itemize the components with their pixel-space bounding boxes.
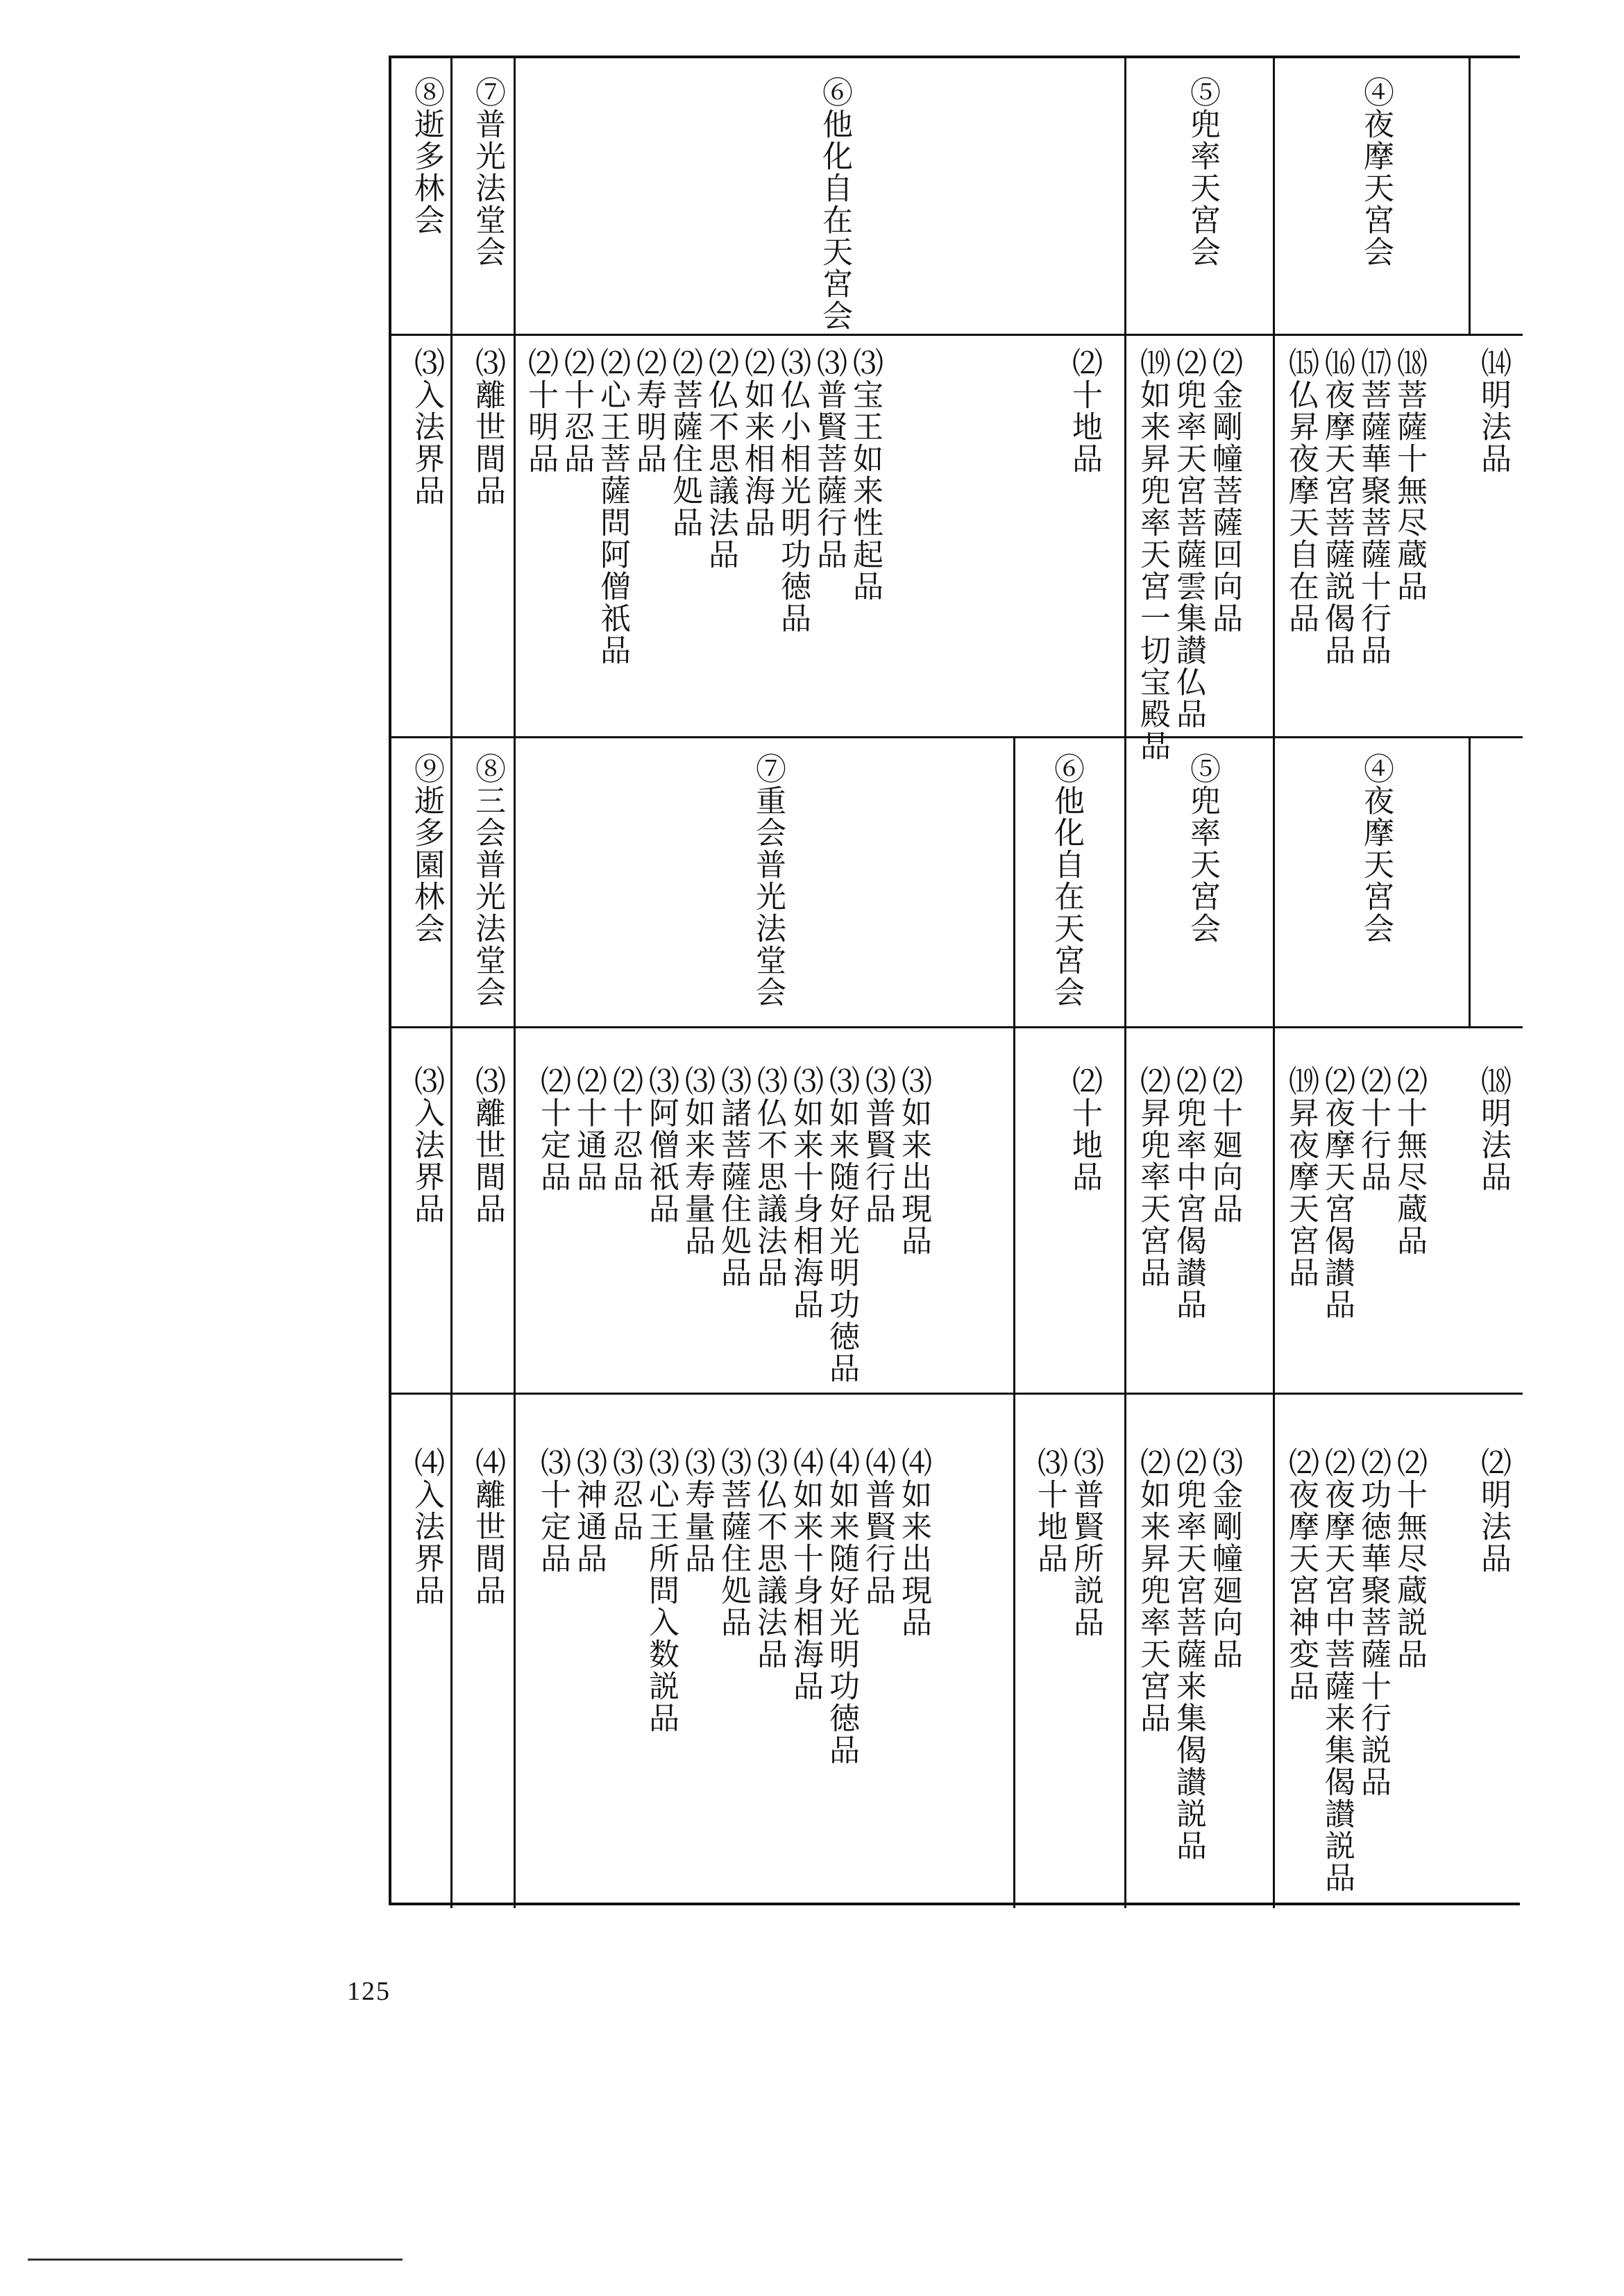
chapter-item: ⑶仏不思議法品 [752,1065,787,1289]
col-rule [1124,58,1126,736]
chapter-list [408,347,444,507]
assembly-header: ⑧三会普光法堂会 [470,753,505,1008]
chapter-item: ⑶仏不思議法品 [752,1447,787,1670]
col-rule [450,736,452,1393]
chapter-item: ⑵十明品 [523,347,558,475]
chapter-item: ⒄菩薩華聚菩薩十行品 [1355,347,1391,666]
chapter-item: ⑶普賢所説品 [1068,1447,1103,1638]
assembly-header: ⑦重会普光法堂会 [750,753,786,1008]
chapter-item: ⑵十地品 [1067,347,1102,475]
chapter-item: ⑵夜摩天宮中菩薩来集偈讃説品 [1319,1447,1355,1894]
chapter-item: ⑶入法界品 [409,347,444,507]
chapter-item: ⑵心王菩薩問阿僧祇品 [595,347,630,666]
chapter-item: ⒅明法品 [1475,1065,1511,1193]
chapter-item: ⑶仏小相光明功徳品 [775,347,811,634]
chapter-item: ⑵功徳華聚菩薩十行説品 [1355,1447,1391,1798]
chapter-list [1066,347,1102,475]
chapter-item: ⑵寿明品 [631,347,666,475]
col-rule [1013,1393,1015,1908]
col-rule [1013,736,1015,1393]
chapter-item: ⑵十忍品 [559,347,594,475]
assembly-header: ⑤兜率天宮会 [1185,76,1220,268]
chapter-item: ⑵兜率中宮偈讃品 [1171,1065,1206,1320]
chapter-item: ⑵夜摩天宮神変品 [1283,1447,1319,1702]
col-rule [1124,736,1126,1393]
chapter-item: ⑶十定品 [535,1447,570,1574]
chapter-item: ⒁明法品 [1475,347,1511,475]
chapter-item: ⑵十定品 [535,1065,570,1193]
chapter-item: ⑶寿量品 [679,1447,715,1574]
chapter-item: ⑵菩薩住処品 [667,347,702,538]
page-number: 125 [347,1977,391,2006]
chapter-item: ⑵兜率天宮菩薩来集偈讃説品 [1171,1447,1206,1862]
chapter-item: ⑶心王所問入数説品 [643,1447,679,1734]
chapter-item: ⑶十地品 [1032,1447,1067,1574]
chapter-list [408,1065,444,1225]
chapter-item: ⒃夜摩天宮菩薩説偈品 [1319,347,1355,666]
assembly-header: ⑧逝多林会 [409,76,444,236]
col-rule [1469,58,1471,334]
assembly-header: ⑨逝多園林会 [409,753,444,944]
chapter-item: ⑵金剛幢菩薩回向品 [1207,347,1242,634]
chapter-item: ⑵如来相海品 [739,347,775,538]
chapter-item: ⒆如来昇兜率天宮一切宝殿品 [1135,347,1170,762]
chapter-list [1131,1447,1242,1862]
col-rule [1469,736,1471,1026]
chapter-item: ⑵兜率天宮菩薩雲集讃仏品 [1171,347,1206,730]
chapter-item: ⑵夜摩天宮偈讃品 [1319,1065,1355,1320]
chapter-item: ⑶如来寿量品 [679,1065,715,1257]
col-rule [1273,1393,1275,1908]
chapter-item: ⑷如来随好光明功徳品 [824,1447,859,1766]
chapter-list [469,347,505,507]
col-rule [514,58,516,736]
row-rule [391,334,1523,336]
chapter-list [1475,1447,1511,1574]
chapter-item: ⒂仏昇夜摩天自在品 [1283,347,1319,634]
chapter-list [1131,347,1242,762]
chapter-list [529,1065,931,1384]
chapter-list [523,347,883,666]
chapter-item: ⑵昇兜率天宮品 [1135,1065,1170,1289]
footer-rule [28,2259,403,2261]
chapter-item: ⑷如来十身相海品 [788,1447,823,1702]
assembly-header: ④夜摩天宮会 [1358,753,1394,944]
chapter-item: ⒆昇夜摩天宮品 [1283,1065,1319,1289]
chapter-item: ⑶離世間品 [470,1065,505,1225]
chapter-item: ⑷如来出現品 [896,1447,931,1638]
chapter-item: ⑶諸菩薩住処品 [716,1065,751,1289]
chapter-item: ⑷普賢行品 [860,1447,895,1606]
chapter-item: ⒅菩薩十無尽蔵品 [1392,347,1427,602]
col-rule [450,1393,452,1908]
chapter-item: ⑶入法界品 [409,1065,444,1225]
row-rule [391,736,1523,738]
assembly-header: ⑥他化自在天宮会 [1049,753,1084,1008]
col-rule [514,736,516,1393]
chapter-list [1027,1447,1103,1638]
chapter-list [529,1447,931,1766]
chapter-list [1281,347,1427,666]
chapter-item: ⑵十忍品 [607,1065,643,1193]
chapter-list [1066,1065,1102,1193]
chapter-list [1475,347,1511,475]
col-rule [1273,736,1275,1393]
chapter-item: ⑵十廻向品 [1207,1065,1242,1225]
col-rule [1124,1393,1126,1908]
assembly-header: ⑤兜率天宮会 [1185,753,1220,944]
chapter-list [408,1447,444,1606]
chapter-list [1281,1065,1427,1320]
chapter-item: ⑶普賢菩薩行品 [811,347,847,570]
chapter-item: ⑵明法品 [1475,1447,1511,1574]
chapter-item: ⑷離世間品 [470,1447,505,1606]
col-rule [1273,58,1275,736]
chapter-list [1475,1065,1511,1193]
chapter-item: ⑵仏不思議法品 [703,347,738,570]
chapter-item: ⑶普賢行品 [860,1065,895,1225]
chapter-list [1131,1065,1242,1320]
chapter-item: ⑶如来出現品 [896,1065,931,1257]
chapter-item: ⑵十無尽蔵説品 [1392,1447,1427,1670]
chapter-item: ⑵十通品 [571,1065,607,1193]
chapter-item: ⑶忍品 [607,1447,643,1542]
chapter-item: ⑶離世間品 [470,347,505,507]
chapter-item: ⑵如来昇兜率天宮品 [1135,1447,1170,1734]
chapter-item: ⑶宝王如来性起品 [847,347,883,602]
row-rule [391,1026,1523,1028]
chapter-item: ⑶如来随好光明功徳品 [824,1065,859,1384]
assembly-header: ⑥他化自在天宮会 [817,76,852,332]
chapter-item: ⑵十地品 [1067,1065,1102,1193]
chapter-item: ⑶如来十身相海品 [788,1065,823,1320]
chapter-item: ⑵十行品 [1355,1065,1391,1193]
chapter-item: ⑷入法界品 [409,1447,444,1606]
chapter-list [469,1065,505,1225]
col-rule [450,58,452,736]
chapter-item: ⑶金剛幢廻向品 [1207,1447,1242,1670]
chapter-list [1281,1447,1427,1894]
chapter-item: ⑶菩薩住処品 [716,1447,751,1638]
assembly-header: ④夜摩天宮会 [1358,76,1394,268]
chapter-list [469,1447,505,1606]
chapter-item: ⑶阿僧祇品 [643,1065,679,1225]
chapter-item: ⑶神通品 [571,1447,607,1574]
assembly-header: ⑦普光法堂会 [470,76,505,268]
col-rule [514,1393,516,1908]
chapter-item: ⑵十無尽蔵品 [1392,1065,1427,1257]
row-rule [391,1393,1523,1395]
